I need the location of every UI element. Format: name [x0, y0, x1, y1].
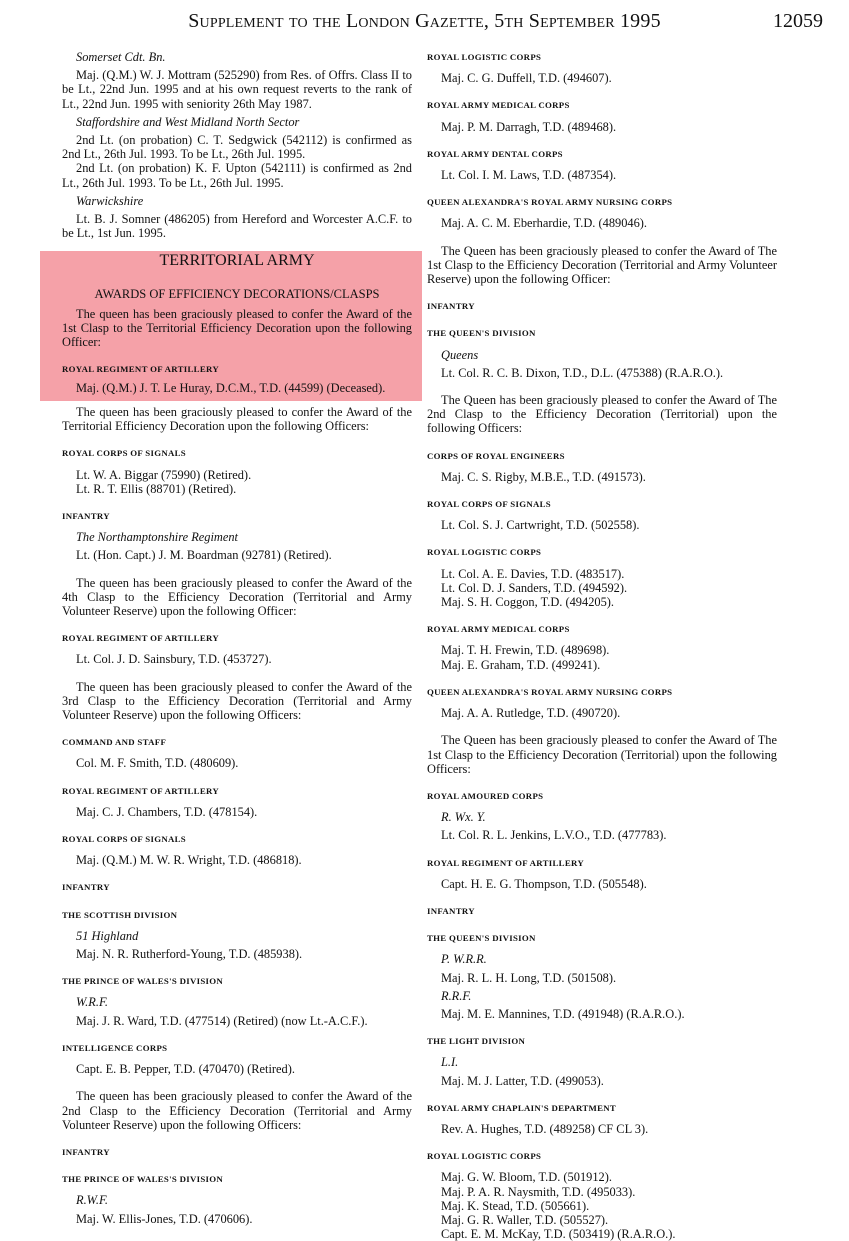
northants-entry: Lt. (Hon. Capt.) J. M. Boardman (92781) (Retired).: [76, 548, 332, 563]
northants-heading: The Northamptonshire Regiment: [76, 530, 238, 545]
left-column-top: [62, 50, 412, 240]
signals-entry-2: Lt. R. T. Ellis (88701) (Retired).: [76, 481, 237, 496]
highland-entry: Maj. N. R. Rutherford-Young, T.D. (485938).: [76, 947, 303, 962]
territorial-block: [62, 307, 412, 395]
territorial-army-title: TERRITORIAL ARMY: [159, 252, 315, 269]
left-column-main: [62, 405, 412, 1226]
highland-heading: 51 Highland: [76, 928, 139, 943]
infantry2-heading: INFANTRY: [62, 882, 110, 893]
signals2-heading: ROYAL CORPS OF SIGNALS: [62, 834, 186, 845]
rwxy-heading: R. Wx. Y.: [441, 810, 486, 825]
rlc-entry: Maj. C. G. Duffell, T.D. (494607).: [441, 71, 612, 86]
rlc2-entry-1: Lt. Col. A. E. Davies, T.D. (483517).: [441, 566, 625, 581]
right-column: [427, 50, 777, 1241]
infantry-heading: INFANTRY: [62, 511, 110, 522]
somerset-text: Maj. (Q.M.) W. J. Mottram (525290) from Res. of Offrs. Class II to be Lt., 22nd Jun. 1995 and at his own request reverts to the rank of Lt., 22nd Jun. 1995 with seniority 26th May 1987.: [62, 68, 412, 111]
territorial-unit: ROYAL REGIMENT OF ARTILLERY: [62, 363, 219, 374]
ramc2-entry-1: Maj. T. H. Frewin, T.D. (489698).: [441, 643, 610, 658]
right-signals-entry: Lt. Col. S. J. Cartwright, T.D. (502558).: [441, 518, 640, 533]
qa-entry: Maj. A. C. M. Eberhardie, T.D. (489046).: [441, 216, 648, 231]
queens-heading: Queens: [441, 347, 479, 362]
rlc-heading: ROYAL LOGISTIC CORPS: [427, 52, 542, 62]
rra2-heading: ROYAL REGIMENT OF ARTILLERY: [62, 785, 219, 796]
wrf-heading: W.R.F.: [76, 995, 109, 1010]
command-heading: COMMAND AND STAFF: [62, 737, 167, 748]
rlc3-entry-2: Maj. P. A. R. Naysmith, T.D. (495033).: [441, 1184, 636, 1199]
wrf-entry: Maj. J. R. Ward, T.D. (477514) (Retired) (now Lt.-A.C.F.).: [76, 1013, 368, 1028]
qa-heading: QUEEN ALEXANDRA'S ROYAL ARMY NURSING CORPS: [427, 197, 673, 208]
li-heading: L.I.: [441, 1055, 459, 1070]
queens-entry: Lt. Col. R. C. B. Dixon, T.D., D.L. (475388) (R.A.R.O.).: [441, 365, 724, 380]
intro-1: The queen has been graciously pleased to confer the Award of the Territorial Efficiency Decoration upon the following Officers:: [62, 405, 412, 434]
right-intro-3: The Queen has been graciously pleased to confer the Award of The 1st Clasp to the Efficiency Decoration (Territorial) upon the following Officers:: [427, 733, 777, 776]
right-intro-1: The Queen has been graciously pleased to confer the Award of The 1st Clasp to the Efficiency Decoration (Territorial and Army Volunteer Reserve) upon the following Officer:: [427, 243, 777, 287]
li-entry: Maj. M. J. Latter, T.D. (499053).: [441, 1073, 604, 1088]
pow-heading: THE PRINCE OF WALES'S DIVISION: [62, 976, 224, 987]
rlc3-entry-4: Maj. G. R. Waller, T.D. (505527).: [441, 1212, 609, 1227]
awards-subtitle: AWARDS OF EFFICIENCY DECORATIONS/CLASPS: [94, 287, 380, 301]
staffs-text-1: 2nd Lt. (on probation) C. T. Sedgwick (542112) is confirmed as 2nd Lt., 26th Jul. 1993. To be Lt., 26th Jul. 1995.: [62, 133, 412, 162]
signals2-entry: Maj. (Q.M.) M. W. R. Wright, T.D. (486818).: [76, 853, 302, 868]
rlc2-heading: ROYAL LOGISTIC CORPS: [427, 547, 542, 558]
ramc2-heading: ROYAL ARMY MEDICAL CORPS: [427, 624, 570, 635]
right-infantry2-heading: INFANTRY: [427, 905, 475, 916]
gazette-header: [0, 10, 849, 40]
scottish-heading: THE SCOTTISH DIVISION: [62, 909, 178, 920]
ramc2-entry-2: Maj. E. Graham, T.D. (499241).: [441, 657, 601, 672]
pwrr-entry: Maj. R. L. H. Long, T.D. (501508).: [441, 970, 617, 985]
radc-heading: ROYAL ARMY DENTAL CORPS: [427, 148, 563, 159]
page-number: 12059: [773, 10, 823, 32]
intro-4: The queen has been graciously pleased to confer the Award of the 2nd Clasp to the Efficiency Decoration (Territorial and Army Volunteer Reserve) upon the following Officers:: [62, 1089, 412, 1132]
signals-entry-1: Lt. W. A. Biggar (75990) (Retired).: [76, 467, 252, 482]
chaplain-heading: ROYAL ARMY CHAPLAIN'S DEPARTMENT: [427, 1102, 617, 1113]
right-rra-entry: Capt. H. E. G. Thompson, T.D. (505548).: [441, 876, 647, 891]
right-signals-heading: ROYAL CORPS OF SIGNALS: [427, 499, 551, 510]
intro-2: The queen has been graciously pleased to confer the Award of the 4th Clasp to the Efficiency Decoration (Territorial and Army Volunteer Reserve) upon the following Officer:: [62, 575, 412, 619]
territorial-intro: The queen has been graciously pleased to confer the Award of the 1st Clasp to the Territorial Efficiency Decoration upon the following Officer:: [62, 307, 412, 350]
warwick-heading: Warwickshire: [76, 193, 144, 208]
rac-heading: ROYAL AMOURED CORPS: [427, 790, 544, 801]
rrf-heading: R.R.F.: [441, 988, 472, 1003]
re-entry: Maj. C. S. Rigby, M.B.E., T.D. (491573).: [441, 469, 646, 484]
rlc3-entry-5: Capt. E. M. McKay, T.D. (503419) (R.A.R.O.).: [441, 1227, 676, 1241]
rlc3-entry-1: Maj. G. W. Bloom, T.D. (501912).: [441, 1170, 612, 1185]
right-intro-2: The Queen has been graciously pleased to confer the Award of The 2nd Clasp to the Efficiency Decoration (Territorial) upon the following Officers:: [427, 393, 777, 436]
rlc2-entry-3: Maj. S. H. Coggon, T.D. (494205).: [441, 595, 615, 610]
ramc-heading: ROYAL ARMY MEDICAL CORPS: [427, 100, 570, 111]
gazette-title: Supplement to the London Gazette, 5th September 1995: [188, 10, 661, 32]
rlc3-entry-3: Maj. K. Stead, T.D. (505661).: [441, 1198, 590, 1213]
chaplain-entry: Rev. A. Hughes, T.D. (489258) CF CL 3).: [441, 1121, 649, 1136]
intel-entry: Capt. E. B. Pepper, T.D. (470470) (Retired).: [76, 1062, 295, 1077]
re-heading: CORPS OF ROYAL ENGINEERS: [427, 450, 565, 461]
rra2-entry: Maj. C. J. Chambers, T.D. (478154).: [76, 804, 258, 819]
qa2-heading: QUEEN ALEXANDRA'S ROYAL ARMY NURSING CORPS: [427, 686, 673, 697]
warwick-text: Lt. B. J. Somner (486205) from Hereford and Worcester A.C.F. to be Lt., 1st Jun. 1995.: [62, 212, 412, 241]
right-rra-heading: ROYAL REGIMENT OF ARTILLERY: [427, 857, 584, 868]
rwf-heading: R.W.F.: [76, 1193, 109, 1208]
rrf-entry: Maj. M. E. Mannines, T.D. (491948) (R.A.R.O.).: [441, 1006, 685, 1021]
command-entry: Col. M. F. Smith, T.D. (480609).: [76, 756, 239, 771]
ramc-entry: Maj. P. M. Darragh, T.D. (489468).: [441, 119, 617, 134]
infantry3-heading: INFANTRY: [62, 1146, 110, 1157]
queens-division-heading: THE QUEEN'S DIVISION: [427, 328, 536, 339]
qa2-entry: Maj. A. A. Rutledge, T.D. (490720).: [441, 706, 621, 721]
staffs-heading: Staffordshire and West Midland North Sector: [76, 114, 300, 129]
territorial-entry: Maj. (Q.M.) J. T. Le Huray, D.C.M., T.D. (44599) (Deceased).: [76, 380, 386, 395]
queens-division2-heading: THE QUEEN'S DIVISION: [427, 933, 536, 944]
rra-heading: ROYAL REGIMENT OF ARTILLERY: [62, 633, 219, 644]
pwrr-heading: P. W.R.R.: [441, 952, 487, 967]
radc-entry: Lt. Col. I. M. Laws, T.D. (487354).: [441, 168, 617, 183]
pow2-heading: THE PRINCE OF WALES'S DIVISION: [62, 1174, 224, 1185]
somerset-heading: Somerset Cdt. Bn.: [76, 50, 166, 64]
rwxy-entry: Lt. Col. R. L. Jenkins, L.V.O., T.D. (477783).: [441, 828, 667, 843]
rlc3-heading: ROYAL LOGISTIC CORPS: [427, 1151, 542, 1162]
intro-3: The queen has been graciously pleased to confer the Award of the 3rd Clasp to the Efficiency Decoration (Territorial and Army Volunteer Reserve) upon the following Officers:: [62, 679, 412, 723]
rlc2-entry-2: Lt. Col. D. J. Sanders, T.D. (494592).: [441, 580, 628, 595]
rwf-entry: Maj. W. Ellis-Jones, T.D. (470606).: [76, 1211, 253, 1226]
signals-heading: ROYAL CORPS OF SIGNALS: [62, 448, 186, 459]
intel-heading: INTELLIGENCE CORPS: [62, 1042, 168, 1053]
staffs-text-2: 2nd Lt. (on probation) K. F. Upton (542111) is confirmed as 2nd Lt., 26th Jul. 1993. To be Lt., 26th Jul. 1995.: [62, 161, 412, 190]
light-division-heading: THE LIGHT DIVISION: [427, 1036, 526, 1047]
rra-entry: Lt. Col. J. D. Sainsbury, T.D. (453727).: [76, 652, 272, 667]
right-infantry-heading: INFANTRY: [427, 301, 475, 312]
